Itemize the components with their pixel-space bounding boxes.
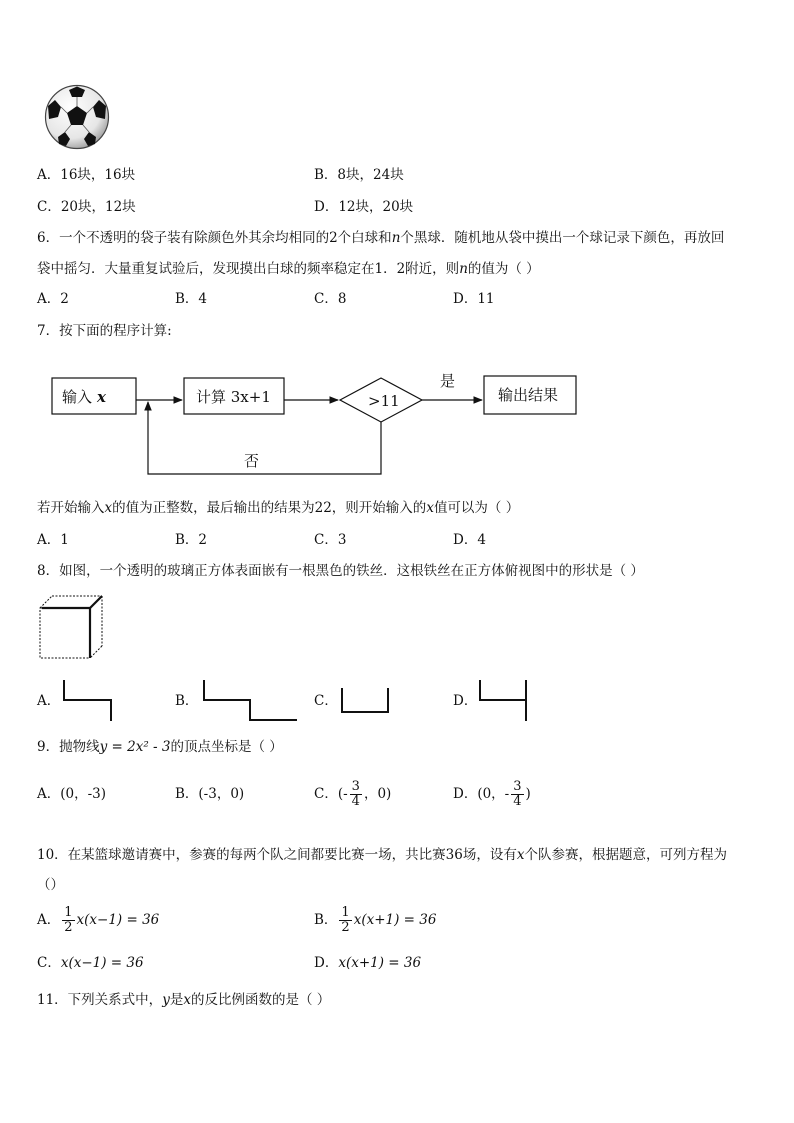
q8-option-b-shape [202,680,298,722]
q6-option-b: B．4 [175,291,208,307]
q8-option-b-label: B． [175,693,199,709]
q8-option-a-shape [62,680,114,722]
flow-no-label: 否 [244,452,260,470]
q5-option-a: A．16块，16块 [37,167,136,183]
q7-option-b: B．2 [175,532,208,548]
q6-option-a: A．2 [37,291,69,307]
q11-stem: 11．下列关系式中，y是x的反比例函数的是（ ） [37,992,331,1008]
q10-stem-line1: 10．在某篮球邀请赛中，参赛的每两个队之间都要比赛一场，共比赛36场，设有x个队参赛，根据题意，可列方程为 [37,847,727,863]
svg-text:计算 3x+1: 计算 3x+1 [196,388,271,406]
svg-text:>11: >11 [368,392,400,410]
q9-option-c: C．(- $\frac{3}{4}$ ，0) [314,779,392,809]
svg-text:输入x: 输入 x [62,388,106,406]
q10-option-d: D．x(x+1) = 36 [314,955,422,971]
q7-question: 若开始输入x的值为正整数，最后输出的结果为22，则开始输入的x值可以为（ ） [37,500,520,516]
q6-option-d: D．11 [453,291,495,307]
q9-option-a: A．(0，-3) [37,786,107,802]
q7-option-c: C．3 [314,532,347,548]
q5-option-c: C．20块，12块 [37,199,136,215]
q5-option-d: D．12块，20块 [314,199,414,215]
q8-option-c-shape [340,688,390,714]
q7-option-d: D．4 [453,532,486,548]
flow-yes-label: 是 [440,372,456,390]
soccer-ball-figure [44,84,110,150]
q9-stem: 9．抛物线y = 2x² - 3的顶点坐标是（ ） [37,739,283,755]
q8-option-c-label: C． [314,693,338,709]
q10-option-b: B． $\frac{1}{2}$ x(x+1) = 36 [314,905,437,935]
q8-option-a-label: A． [37,693,61,709]
q9-option-d: D．(0，- $\frac{3}{4}$ ) [453,779,531,809]
q7-flowchart [48,366,588,478]
q6-stem-line1: 6．一个不透明的袋子装有除颜色外其余均相同的2个白球和n个黑球．随机地从袋中摸出一个球记录下颜色，再放回 [37,230,725,246]
q8-option-d-shape [478,680,530,722]
q6-option-c: C．8 [314,291,347,307]
q8-cube-figure [38,594,106,662]
q8-stem: 8．如图，一个透明的玻璃正方体表面嵌有一根黑色的铁丝．这根铁丝在正方体俯视图中的形状是（ ） [37,563,644,579]
q10-stem-line2: （） [37,877,64,893]
svg-text:输出结果: 输出结果 [498,386,559,404]
q5-option-b: B．8块，24块 [314,167,404,183]
q7-option-a: A．1 [37,532,69,548]
q8-option-d-label: D． [453,693,478,709]
q7-stem: 7．按下面的程序计算: [37,323,172,339]
q6-stem-line2: 袋中摇匀．大量重复试验后，发现摸出白球的频率稳定在1．2附近，则n的值为（ ） [37,261,540,277]
q9-option-b: B．(-3，0) [175,786,245,802]
q10-option-c: C．x(x−1) = 36 [37,955,144,971]
q10-option-a: A． $\frac{1}{2}$ x(x−1) = 36 [37,905,160,935]
